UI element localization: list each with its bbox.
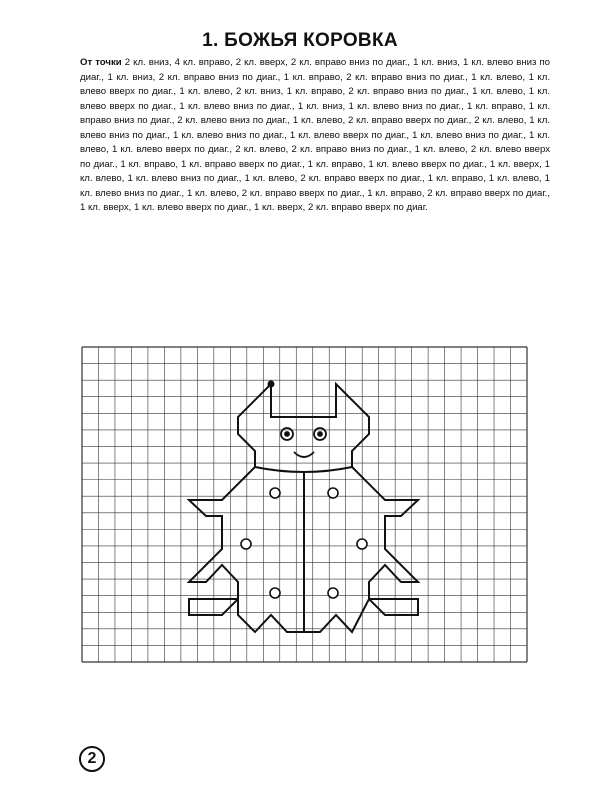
page-number: 2: [79, 746, 105, 772]
ladybug-spot: [328, 588, 338, 598]
ladybug-eye-right-pupil: [318, 432, 322, 436]
ladybug-eye-left-pupil: [285, 432, 289, 436]
drawing-grid: [80, 345, 530, 670]
instructions-body: 2 кл. вниз, 4 кл. вправо, 2 кл. вверх, 2 кл. вправо вниз по диаг., 1 кл. вниз, 1 кл. влево вниз по диаг., 1 кл. вниз, 2 кл. вправо вниз по диаг., 1 кл. вправо, 2 кл. вправо вниз по диаг., 1 кл. влево, 1 кл. влево вверх по диаг., 1 кл. влево, 2 кл. вниз, 1 кл. вправо, 2 кл. вправо вниз по диаг., 1 кл. влево, 1 кл. влево вверх по диаг., 1 кл. влево вниз по диаг., 1 кл. вниз, 1 кл. влево вниз по диаг., 1 кл. вправо, 1 кл. вправо вниз по диаг., 2 кл. влево вниз по диаг., 1 кл. влево, 2 кл. вправо вверх по диаг., 2 кл. влево, 1 кл. влево вниз по диаг., 1 кл. влево вниз по диаг., 1 кл. влево вверх по диаг., 1 кл. влево вниз по диаг., 1 кл. влево, 1 кл. влево вверх по диаг., 2 кл. влево, 2 кл. вправо вниз по диаг., 1 кл. влево, 2 кл. влево вверх по диаг., 1 кл. вправо, 1 кл. вправо вверх по диаг., 1 кл. вправо, 1 кл. влево вверх по диаг., 1 кл. вверх, 1 кл. влево, 1 кл. влево вниз по диаг., 1 кл. влево, 2 кл. вправо вверх по диаг., 1 кл. вправо, 1 кл. влево, 1 кл. влево вниз по диаг., 1 кл. влево, 2 кл. вправо вверх по диаг., 1 кл. вправо, 2 кл. вправо вверх по диаг., 1 кл. вверх, 1 кл. влево вверх по диаг., 1 кл. вверх, 2 кл. вправо вверх по диаг.: [80, 57, 550, 213]
worksheet-title: 1. БОЖЬЯ КОРОВКА: [202, 30, 398, 51]
ladybug-spot: [328, 488, 338, 498]
grid-canvas: [80, 345, 530, 665]
ladybug-smile: [294, 452, 314, 457]
ladybug-drawing: [189, 384, 418, 632]
ladybug-spot: [357, 539, 367, 549]
ladybug-spot: [270, 488, 280, 498]
instructions-text: [80, 56, 550, 216]
ladybug-spot: [270, 588, 280, 598]
ladybug-spot: [241, 539, 251, 549]
start-point: [268, 381, 275, 388]
ladybug-face: [281, 428, 326, 457]
instructions-lead: От точки: [80, 57, 122, 68]
